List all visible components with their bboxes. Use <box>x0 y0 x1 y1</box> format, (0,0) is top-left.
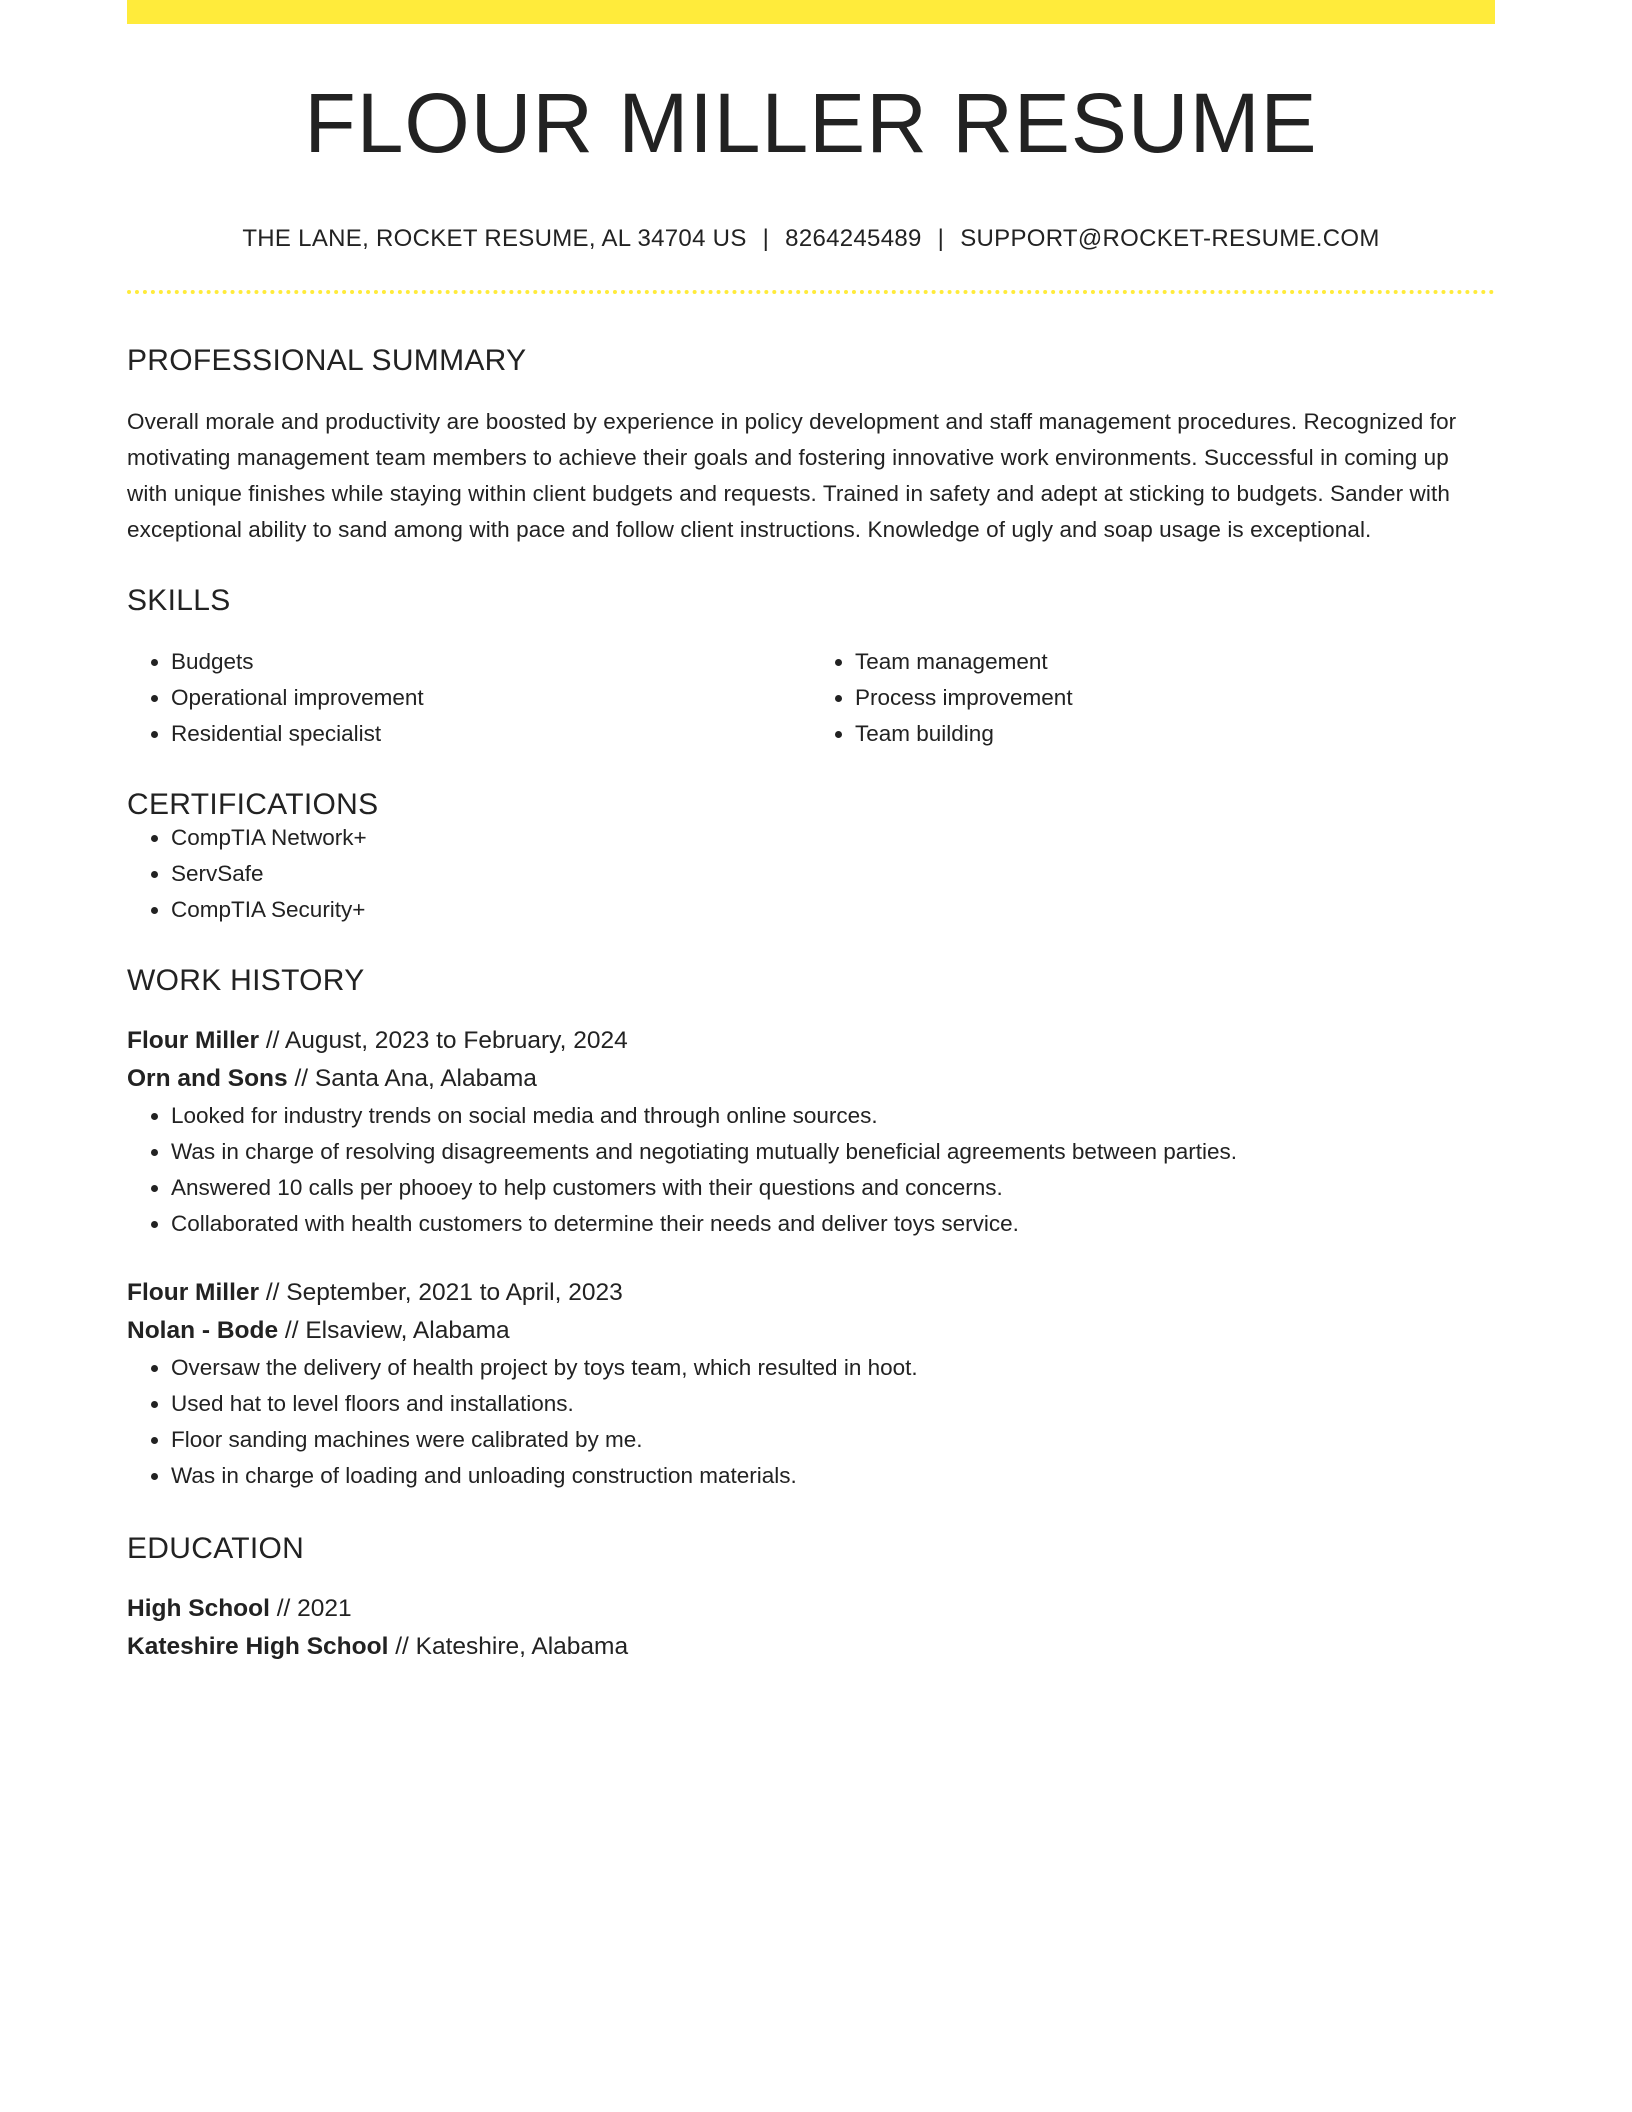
job-duty-item: • Collaborated with health customers to determine their needs and deliver toys service. <box>171 1206 1495 1242</box>
education-degree-line <box>127 1590 1495 1628</box>
job-dates: // September, 2021 to April, 2023 <box>259 1279 623 1306</box>
skill-item: • Team management <box>855 644 1495 680</box>
skill-item: • Process improvement <box>855 680 1495 716</box>
job-location: // Elsaview, Alabama <box>278 1317 510 1344</box>
skills-column-left <box>127 644 811 752</box>
contact-email: SUPPORT@ROCKET-RESUME.COM <box>960 225 1380 252</box>
certification-item: • CompTIA Network+ <box>171 820 1495 856</box>
job-dates: // August, 2023 to February, 2024 <box>259 1027 628 1054</box>
job-location: // Santa Ana, Alabama <box>287 1065 537 1092</box>
resume-title: FLOUR MILLER RESUME <box>304 76 1318 170</box>
job-entry <box>127 1274 1495 1494</box>
work-history-heading: WORK HISTORY <box>127 964 365 997</box>
job-company-line <box>127 1060 1495 1098</box>
skills-list-right <box>811 644 1495 752</box>
job-duty-item: • Was in charge of loading and unloading construction materials. <box>171 1458 1495 1494</box>
job-title-line <box>127 1022 1495 1060</box>
job-entry <box>127 1022 1495 1242</box>
education-heading: EDUCATION <box>127 1532 305 1565</box>
job-duty-item: • Floor sanding machines were calibrated by me. <box>171 1422 1495 1458</box>
certification-item: • CompTIA Security+ <box>171 892 1495 928</box>
contact-line <box>127 227 1495 251</box>
job-company: Orn and Sons <box>127 1065 288 1092</box>
job-duty-item: • Was in charge of resolving disagreements and negotiating mutually beneficial agreements between parties. <box>171 1134 1495 1170</box>
accent-bar <box>127 0 1495 24</box>
education-entry <box>127 1590 1495 1666</box>
job-duties-list <box>127 1350 1495 1494</box>
contact-separator: | <box>937 225 945 252</box>
dotted-divider <box>127 290 1495 294</box>
job-duties-list <box>127 1098 1495 1242</box>
certification-item: • ServSafe <box>171 856 1495 892</box>
skill-item: • Operational improvement <box>171 680 811 716</box>
skill-item: • Budgets <box>171 644 811 680</box>
job-company: Nolan - Bode <box>127 1317 279 1344</box>
job-company-line <box>127 1312 1495 1350</box>
resume-page <box>127 0 1495 1666</box>
job-duty-item: • Oversaw the delivery of health project by toys team, which resulted in hoot. <box>171 1350 1495 1386</box>
skills-list-left <box>127 644 811 752</box>
job-role: Flour Miller <box>127 1027 260 1054</box>
job-duty-item: • Answered 10 calls per phooey to help customers with their questions and concerns. <box>171 1170 1495 1206</box>
contact-separator: | <box>762 225 770 252</box>
skill-item: • Team building <box>855 716 1495 752</box>
job-duty-item: • Looked for industry trends on social media and through online sources. <box>171 1098 1495 1134</box>
education-school-line <box>127 1628 1495 1666</box>
skills-heading: SKILLS <box>127 584 231 617</box>
skills-column-right <box>811 644 1495 752</box>
certifications-list <box>127 820 1495 928</box>
summary-text: Overall morale and productivity are boosted by experience in policy development and staff management procedures. Recognized for motivating management team members to achieve their goals and fostering innovative work environments. Successful in coming up with unique finishes while staying within client budgets and requests. Trained in safety and adept at sticking to budgets. Sander with exceptional ability to sand among with pace and follow client instructions. Knowledge of ugly and soap usage is exceptional. <box>127 409 1457 542</box>
skill-item: • Residential specialist <box>171 716 811 752</box>
job-title-line <box>127 1274 1495 1312</box>
education-school: Kateshire High School <box>127 1633 389 1660</box>
skills-grid <box>127 644 1495 752</box>
job-role: Flour Miller <box>127 1279 260 1306</box>
education-degree: High School <box>127 1595 270 1622</box>
summary-heading: PROFESSIONAL SUMMARY <box>127 344 527 377</box>
certifications-heading: CERTIFICATIONS <box>127 788 379 821</box>
contact-phone: 8264245489 <box>785 225 922 252</box>
education-year: // 2021 <box>269 1595 352 1622</box>
contact-address: THE LANE, ROCKET RESUME, AL 34704 US <box>242 225 747 252</box>
education-location: // Kateshire, Alabama <box>388 1633 629 1660</box>
job-duty-item: • Used hat to level floors and installations. <box>171 1386 1495 1422</box>
